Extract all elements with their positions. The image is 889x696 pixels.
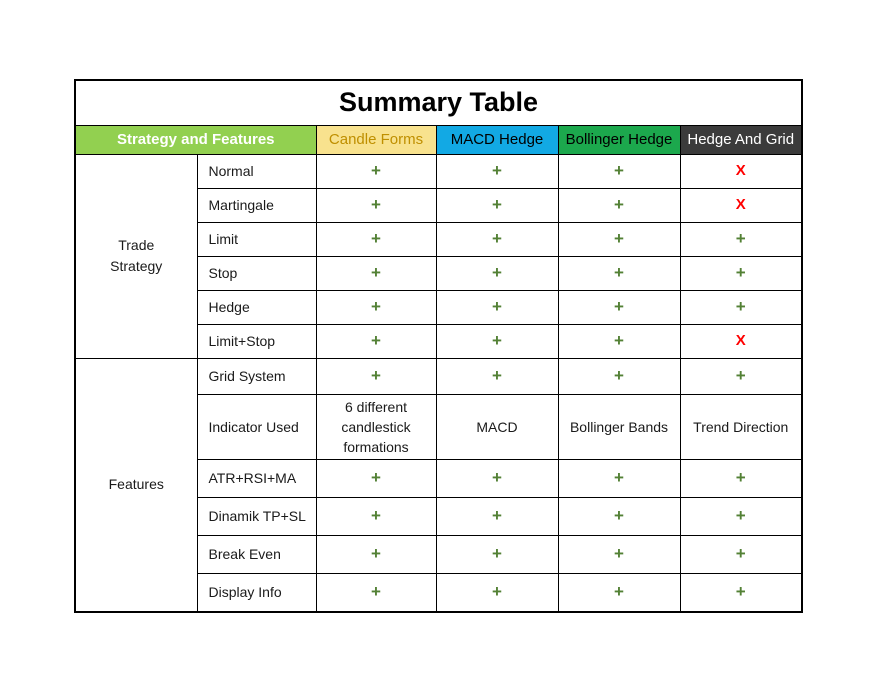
- mark: X: [735, 196, 746, 213]
- mark: +: [614, 330, 624, 350]
- value-cell: [558, 256, 680, 290]
- mark: +: [371, 296, 381, 316]
- mark: +: [371, 194, 381, 214]
- value-cell: [680, 290, 802, 324]
- row-label-dinamik-tp-sl: Dinamik TP+SL: [197, 497, 316, 535]
- value-cell: [558, 358, 680, 394]
- value-cell: [316, 188, 436, 222]
- value-cell: [558, 222, 680, 256]
- mark: +: [614, 228, 624, 248]
- mark: +: [735, 581, 746, 601]
- group-label-features: [75, 358, 197, 612]
- mark: +: [614, 543, 624, 563]
- value-cell: [558, 459, 680, 497]
- row-label-display-info: Display Info: [197, 573, 316, 612]
- value-cell: [316, 573, 436, 612]
- mark: +: [492, 365, 502, 385]
- value-cell: [558, 394, 680, 459]
- mark: +: [735, 467, 746, 487]
- value-cell: [316, 324, 436, 358]
- mark: +: [614, 194, 624, 214]
- row-label-martingale: Martingale: [197, 188, 316, 222]
- header-candle-forms: Candle Forms: [316, 125, 436, 154]
- mark: +: [371, 543, 381, 563]
- value-cell: [436, 497, 558, 535]
- value-cell: [558, 290, 680, 324]
- mark: +: [371, 581, 381, 601]
- mark: +: [614, 160, 624, 180]
- mark: Trend Direction: [693, 418, 789, 435]
- value-cell: [558, 535, 680, 573]
- mark: 6 different candlestick formations: [341, 398, 411, 455]
- mark: +: [371, 262, 381, 282]
- row-label-limit-stop: Limit+Stop: [197, 324, 316, 358]
- mark: +: [614, 505, 624, 525]
- value-cell: [316, 459, 436, 497]
- value-cell: [316, 290, 436, 324]
- value-cell: [558, 188, 680, 222]
- mark: +: [371, 228, 381, 248]
- mark: +: [492, 543, 502, 563]
- mark: +: [492, 467, 502, 487]
- value-cell: [680, 324, 802, 358]
- mark: +: [614, 365, 624, 385]
- mark: +: [492, 330, 502, 350]
- value-cell: [680, 573, 802, 612]
- mark: +: [735, 365, 746, 385]
- mark: X: [735, 332, 746, 349]
- value-cell: [680, 535, 802, 573]
- mark: +: [492, 505, 502, 525]
- mark: X: [735, 162, 746, 179]
- value-cell: [680, 188, 802, 222]
- mark: +: [492, 296, 502, 316]
- value-cell: [680, 358, 802, 394]
- row-label-normal: Normal: [197, 154, 316, 188]
- row-label-atr-rsi-ma: ATR+RSI+MA: [197, 459, 316, 497]
- mark: +: [492, 160, 502, 180]
- header-macd-hedge: MACD Hedge: [436, 125, 558, 154]
- mark: +: [735, 505, 746, 525]
- row-label-grid-system: Grid System: [197, 358, 316, 394]
- group-label-text: Features: [108, 476, 164, 493]
- mark: +: [735, 262, 746, 282]
- value-cell: [680, 459, 802, 497]
- mark: +: [492, 262, 502, 282]
- value-cell: [316, 154, 436, 188]
- value-cell: [316, 256, 436, 290]
- value-cell: [316, 497, 436, 535]
- value-cell: [436, 459, 558, 497]
- value-cell: [680, 154, 802, 188]
- value-cell: [316, 222, 436, 256]
- mark: +: [614, 296, 624, 316]
- value-cell: [558, 497, 680, 535]
- mark: +: [735, 296, 746, 316]
- value-cell: [558, 324, 680, 358]
- value-cell: [436, 358, 558, 394]
- value-cell: [316, 394, 436, 459]
- mark: +: [492, 194, 502, 214]
- mark: +: [614, 467, 624, 487]
- mark: +: [371, 365, 381, 385]
- mark: +: [371, 505, 381, 525]
- row-label-hedge: Hedge: [197, 290, 316, 324]
- row-label-indicator-used: Indicator Used: [197, 394, 316, 459]
- row-label-limit: Limit: [197, 222, 316, 256]
- value-cell: [436, 290, 558, 324]
- value-cell: [436, 394, 558, 459]
- value-cell: [436, 256, 558, 290]
- value-cell: [680, 256, 802, 290]
- table-row: [75, 358, 802, 394]
- group-label-text: Trade Strategy: [110, 237, 163, 274]
- value-cell: [316, 535, 436, 573]
- value-cell: [436, 573, 558, 612]
- mark: +: [735, 543, 746, 563]
- header-hedge-and-grid: Hedge And Grid: [680, 125, 802, 154]
- mark: +: [492, 581, 502, 601]
- page-title: Summary Table: [75, 80, 802, 125]
- value-cell: [680, 394, 802, 459]
- value-cell: [558, 154, 680, 188]
- mark: +: [492, 228, 502, 248]
- summary-table: [74, 79, 803, 613]
- table-row: [75, 154, 802, 188]
- mark: +: [371, 330, 381, 350]
- value-cell: [436, 188, 558, 222]
- summary-table-container: [74, 79, 801, 613]
- mark: Bollinger Bands: [569, 418, 669, 435]
- header-strategy-and-features: Strategy and Features: [75, 125, 316, 154]
- value-cell: [436, 222, 558, 256]
- value-cell: [436, 324, 558, 358]
- mark: +: [371, 160, 381, 180]
- mark: +: [735, 228, 746, 248]
- value-cell: [680, 222, 802, 256]
- mark: MACD: [476, 418, 518, 435]
- value-cell: [558, 573, 680, 612]
- value-cell: [436, 154, 558, 188]
- mark: +: [614, 581, 624, 601]
- mark: +: [371, 467, 381, 487]
- value-cell: [316, 358, 436, 394]
- group-label-trade-strategy: [75, 154, 197, 358]
- value-cell: [680, 497, 802, 535]
- value-cell: [436, 535, 558, 573]
- row-label-break-even: Break Even: [197, 535, 316, 573]
- mark: +: [614, 262, 624, 282]
- header-bollinger-hedge: Bollinger Hedge: [558, 125, 680, 154]
- row-label-stop: Stop: [197, 256, 316, 290]
